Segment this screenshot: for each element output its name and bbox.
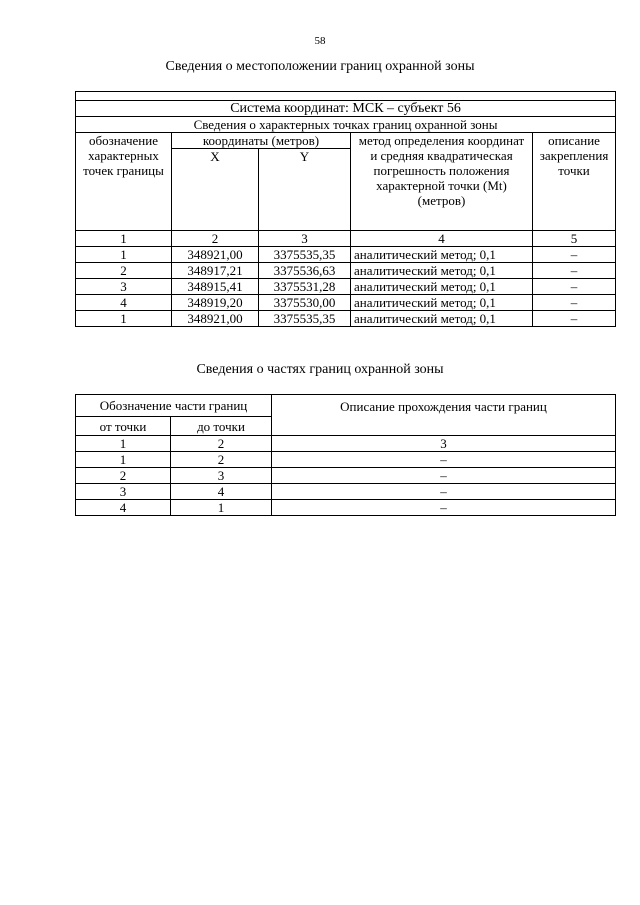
table-row	[76, 279, 616, 295]
boundary-points-table	[75, 91, 616, 327]
header-to: до точки	[171, 417, 272, 436]
column-number: 4	[351, 231, 533, 247]
method-cell: аналитический метод; 0,1	[351, 311, 533, 327]
from-point: 1	[76, 452, 171, 468]
description-cell: –	[533, 311, 616, 327]
column-number: 3	[259, 231, 351, 247]
coord-y: 3375536,63	[259, 263, 351, 279]
description-cell: –	[533, 247, 616, 263]
to-point: 3	[171, 468, 272, 484]
coord-x: 348917,21	[172, 263, 259, 279]
part-description: –	[272, 452, 616, 468]
to-point: 4	[171, 484, 272, 500]
point-id: 3	[76, 279, 172, 295]
table-row	[76, 247, 616, 263]
description-cell: –	[533, 263, 616, 279]
header-x: X	[172, 149, 259, 231]
column-number-row	[76, 231, 616, 247]
coord-y: 3375535,35	[259, 247, 351, 263]
coordinate-system: Система координат: МСК – субъект 56	[76, 101, 616, 117]
table-row	[76, 295, 616, 311]
coord-y: 3375531,28	[259, 279, 351, 295]
coord-y: 3375530,00	[259, 295, 351, 311]
coord-x: 348921,00	[172, 311, 259, 327]
table-row	[76, 452, 616, 468]
coord-x: 348919,20	[172, 295, 259, 311]
point-id: 1	[76, 247, 172, 263]
table-row	[76, 311, 616, 327]
page-number: 58	[314, 35, 326, 47]
header-description: описание закрепления точки	[533, 133, 616, 231]
header-y: Y	[259, 149, 351, 231]
section-title-parts: Сведения о частях границ охранной зоны	[196, 362, 444, 377]
header-designation: обозначение характерных точек границы	[76, 133, 172, 231]
part-description: –	[272, 500, 616, 516]
header-coordinates: координаты (метров)	[172, 133, 351, 149]
table-row	[76, 500, 616, 516]
point-id: 2	[76, 263, 172, 279]
part-description: –	[272, 484, 616, 500]
coord-x: 348915,41	[172, 279, 259, 295]
column-number: 1	[76, 436, 171, 452]
header-from: от точки	[76, 417, 171, 436]
table-top-strip	[76, 92, 616, 101]
method-cell: аналитический метод; 0,1	[351, 247, 533, 263]
header-part-description: Описание прохождения части границ	[272, 395, 616, 436]
point-id: 1	[76, 311, 172, 327]
table-row	[76, 468, 616, 484]
table-row	[76, 484, 616, 500]
part-description: –	[272, 468, 616, 484]
boundary-parts-table	[75, 394, 616, 516]
column-number-row	[76, 436, 616, 452]
header-method: метод определения координат и средняя квадратическая погрешность положения характерной точки (Mt) (метров)	[351, 133, 533, 231]
point-id: 4	[76, 295, 172, 311]
column-number: 3	[272, 436, 616, 452]
method-cell: аналитический метод; 0,1	[351, 295, 533, 311]
table-row	[76, 263, 616, 279]
coord-x: 348921,00	[172, 247, 259, 263]
section-title-location: Сведения о местоположении границ охранной зоны	[165, 59, 475, 74]
method-cell: аналитический метод; 0,1	[351, 279, 533, 295]
to-point: 1	[171, 500, 272, 516]
method-cell: аналитический метод; 0,1	[351, 263, 533, 279]
description-cell: –	[533, 295, 616, 311]
from-point: 2	[76, 468, 171, 484]
column-number: 1	[76, 231, 172, 247]
from-point: 3	[76, 484, 171, 500]
column-number: 2	[172, 231, 259, 247]
column-number: 5	[533, 231, 616, 247]
points-subtitle: Сведения о характерных точках границ охранной зоны	[76, 117, 616, 133]
description-cell: –	[533, 279, 616, 295]
from-point: 4	[76, 500, 171, 516]
to-point: 2	[171, 452, 272, 468]
coord-y: 3375535,35	[259, 311, 351, 327]
column-number: 2	[171, 436, 272, 452]
header-part: Обозначение части границ	[76, 395, 272, 417]
